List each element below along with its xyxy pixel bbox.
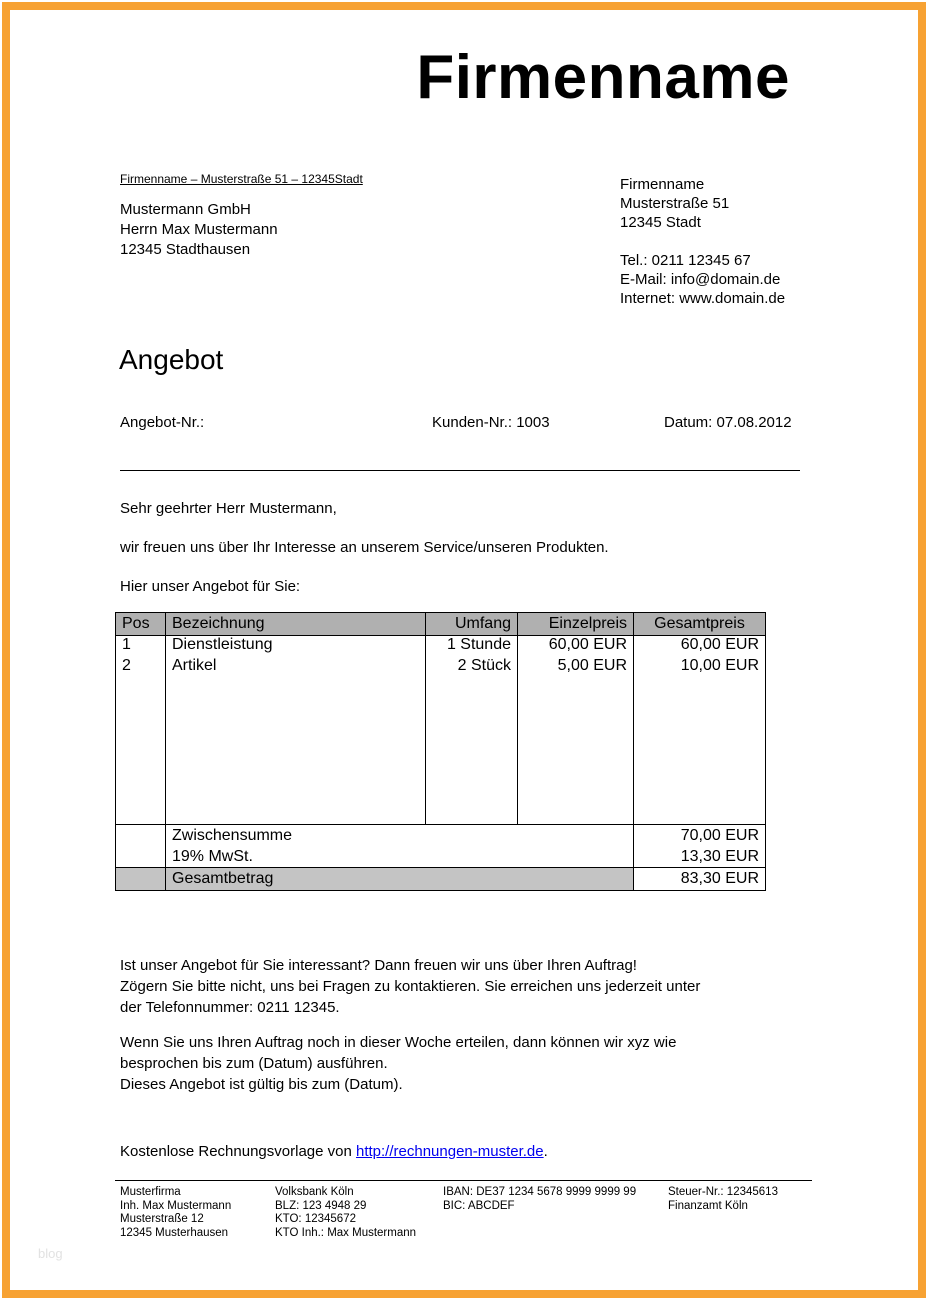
cell-empty xyxy=(116,868,166,891)
col-header-bezeichnung: Bezeichnung xyxy=(166,613,426,636)
paragraph-line: Wenn Sie uns Ihren Auftrag noch in dieser Woche erteilen, dann können wir xyz wie xyxy=(120,1034,677,1051)
footer-company-block xyxy=(120,1186,231,1240)
paragraph-line: Ist unser Angebot für Sie interessant? Dann freuen wir uns über Ihren Auftrag! xyxy=(120,957,637,974)
company-name: Firmenname xyxy=(620,176,705,193)
watermark-text: blog xyxy=(38,1246,63,1261)
footer-line: Volksbank Köln xyxy=(275,1186,354,1198)
cell-empty xyxy=(116,846,166,868)
footer-line: 12345 Musterhausen xyxy=(120,1226,229,1239)
table-row xyxy=(116,636,766,658)
cell-empty xyxy=(116,678,166,825)
header-divider xyxy=(120,470,800,471)
company-title: Firmenname xyxy=(416,43,790,112)
document-title: Angebot xyxy=(119,344,224,375)
footer-line: KTO: 12345672 xyxy=(275,1213,356,1225)
total-label: Gesamtbetrag xyxy=(166,868,634,891)
footer-line: BIC: ABCDEF xyxy=(443,1199,515,1212)
cell-einzelpreis: 5,00 EUR xyxy=(518,657,634,678)
col-header-pos: Pos xyxy=(116,613,166,636)
footer-line: IBAN: DE37 1234 5678 9999 9999 99 xyxy=(443,1186,637,1198)
closing-paragraph-1 xyxy=(120,955,700,1018)
footer-iban-block xyxy=(443,1186,636,1213)
cell-einzelpreis: 60,00 EUR xyxy=(518,636,634,658)
recipient-line: Herrn Max Mustermann xyxy=(120,221,278,238)
cell-empty xyxy=(116,825,166,847)
total-row xyxy=(116,868,766,891)
cell-bezeichnung: Dienstleistung xyxy=(166,636,426,658)
company-street: Musterstraße 51 xyxy=(620,195,730,212)
subtotal-row xyxy=(116,825,766,847)
paragraph-line: Zögern Sie bitte nicht, uns bei Fragen zu kontaktieren. Sie erreichen uns jederzeit unter xyxy=(120,978,701,995)
total-value: 83,30 EUR xyxy=(634,868,766,891)
cell-empty xyxy=(166,678,426,825)
footer-tax-block xyxy=(668,1186,778,1213)
attribution-suffix: . xyxy=(543,1143,548,1160)
closing-paragraph-2 xyxy=(120,1032,676,1095)
col-header-umfang: Umfang xyxy=(426,613,518,636)
attribution-link[interactable]: http://rechnungen-muster.de xyxy=(356,1143,544,1160)
footer-line: Musterfirma xyxy=(120,1186,181,1198)
recipient-line: Mustermann GmbH xyxy=(120,201,251,218)
footer-line: Steuer-Nr.: 12345613 xyxy=(668,1186,778,1198)
vat-label: 19% MwSt. xyxy=(166,846,634,868)
table-filler-row xyxy=(116,678,766,825)
attribution-line xyxy=(120,1143,548,1160)
col-header-einzelpreis: Einzelpreis xyxy=(518,613,634,636)
cell-pos: 1 xyxy=(116,636,166,658)
document-date: Datum: 07.08.2012 xyxy=(664,414,792,431)
footer-line: BLZ: 123 4948 29 xyxy=(275,1199,367,1212)
cell-gesamtpreis: 10,00 EUR xyxy=(634,657,766,678)
footer-line: Musterstraße 12 xyxy=(120,1213,204,1225)
footer-line: Inh. Max Mustermann xyxy=(120,1199,232,1212)
cell-umfang: 2 Stück xyxy=(426,657,518,678)
recipient-line: 12345 Stadthausen xyxy=(120,241,251,258)
subtotal-value: 70,00 EUR xyxy=(634,825,766,847)
paragraph-line: Dieses Angebot ist gültig bis zum (Datum). xyxy=(120,1076,403,1093)
paragraph-line: der Telefonnummer: 0211 12345. xyxy=(120,999,340,1016)
attribution-prefix: Kostenlose Rechnungsvorlage von xyxy=(120,1143,356,1160)
cell-empty xyxy=(518,678,634,825)
company-phone: Tel.: 0211 12345 67 xyxy=(620,252,751,269)
vat-value: 13,30 EUR xyxy=(634,846,766,868)
sender-line: Firmenname – Musterstraße 51 – 12345Stadt xyxy=(120,172,363,186)
table-header-row xyxy=(116,613,766,636)
cell-bezeichnung: Artikel xyxy=(166,657,426,678)
footer-divider xyxy=(115,1180,812,1181)
cell-pos: 2 xyxy=(116,657,166,678)
spacer xyxy=(620,232,785,251)
customer-number: Kunden-Nr.: 1003 xyxy=(432,414,550,431)
recipient-address xyxy=(120,200,278,260)
offer-table xyxy=(115,612,766,891)
cell-empty xyxy=(634,678,766,825)
footer-line: Finanzamt Köln xyxy=(668,1199,748,1212)
salutation: Sehr geehrter Herr Mustermann, xyxy=(120,500,337,517)
subtotal-label: Zwischensumme xyxy=(166,825,634,847)
company-email: E-Mail: info@domain.de xyxy=(620,271,781,288)
company-address xyxy=(620,175,785,308)
offer-number-label: Angebot-Nr.: xyxy=(120,414,205,431)
cell-empty xyxy=(426,678,518,825)
col-header-gesamtpreis: Gesamtpreis xyxy=(634,613,766,636)
footer-line: KTO Inh.: Max Mustermann xyxy=(275,1226,417,1239)
table-row xyxy=(116,657,766,678)
vat-row xyxy=(116,846,766,868)
company-city: 12345 Stadt xyxy=(620,214,701,231)
footer-bank-block xyxy=(275,1186,416,1240)
cell-gesamtpreis: 60,00 EUR xyxy=(634,636,766,658)
company-internet: Internet: www.domain.de xyxy=(620,290,786,307)
offer-lead-text: Hier unser Angebot für Sie: xyxy=(120,578,301,595)
paragraph-line: besprochen bis zum (Datum) ausführen. xyxy=(120,1055,388,1072)
cell-umfang: 1 Stunde xyxy=(426,636,518,658)
intro-text: wir freuen uns über Ihr Interesse an unserem Service/unseren Produkten. xyxy=(120,539,609,556)
